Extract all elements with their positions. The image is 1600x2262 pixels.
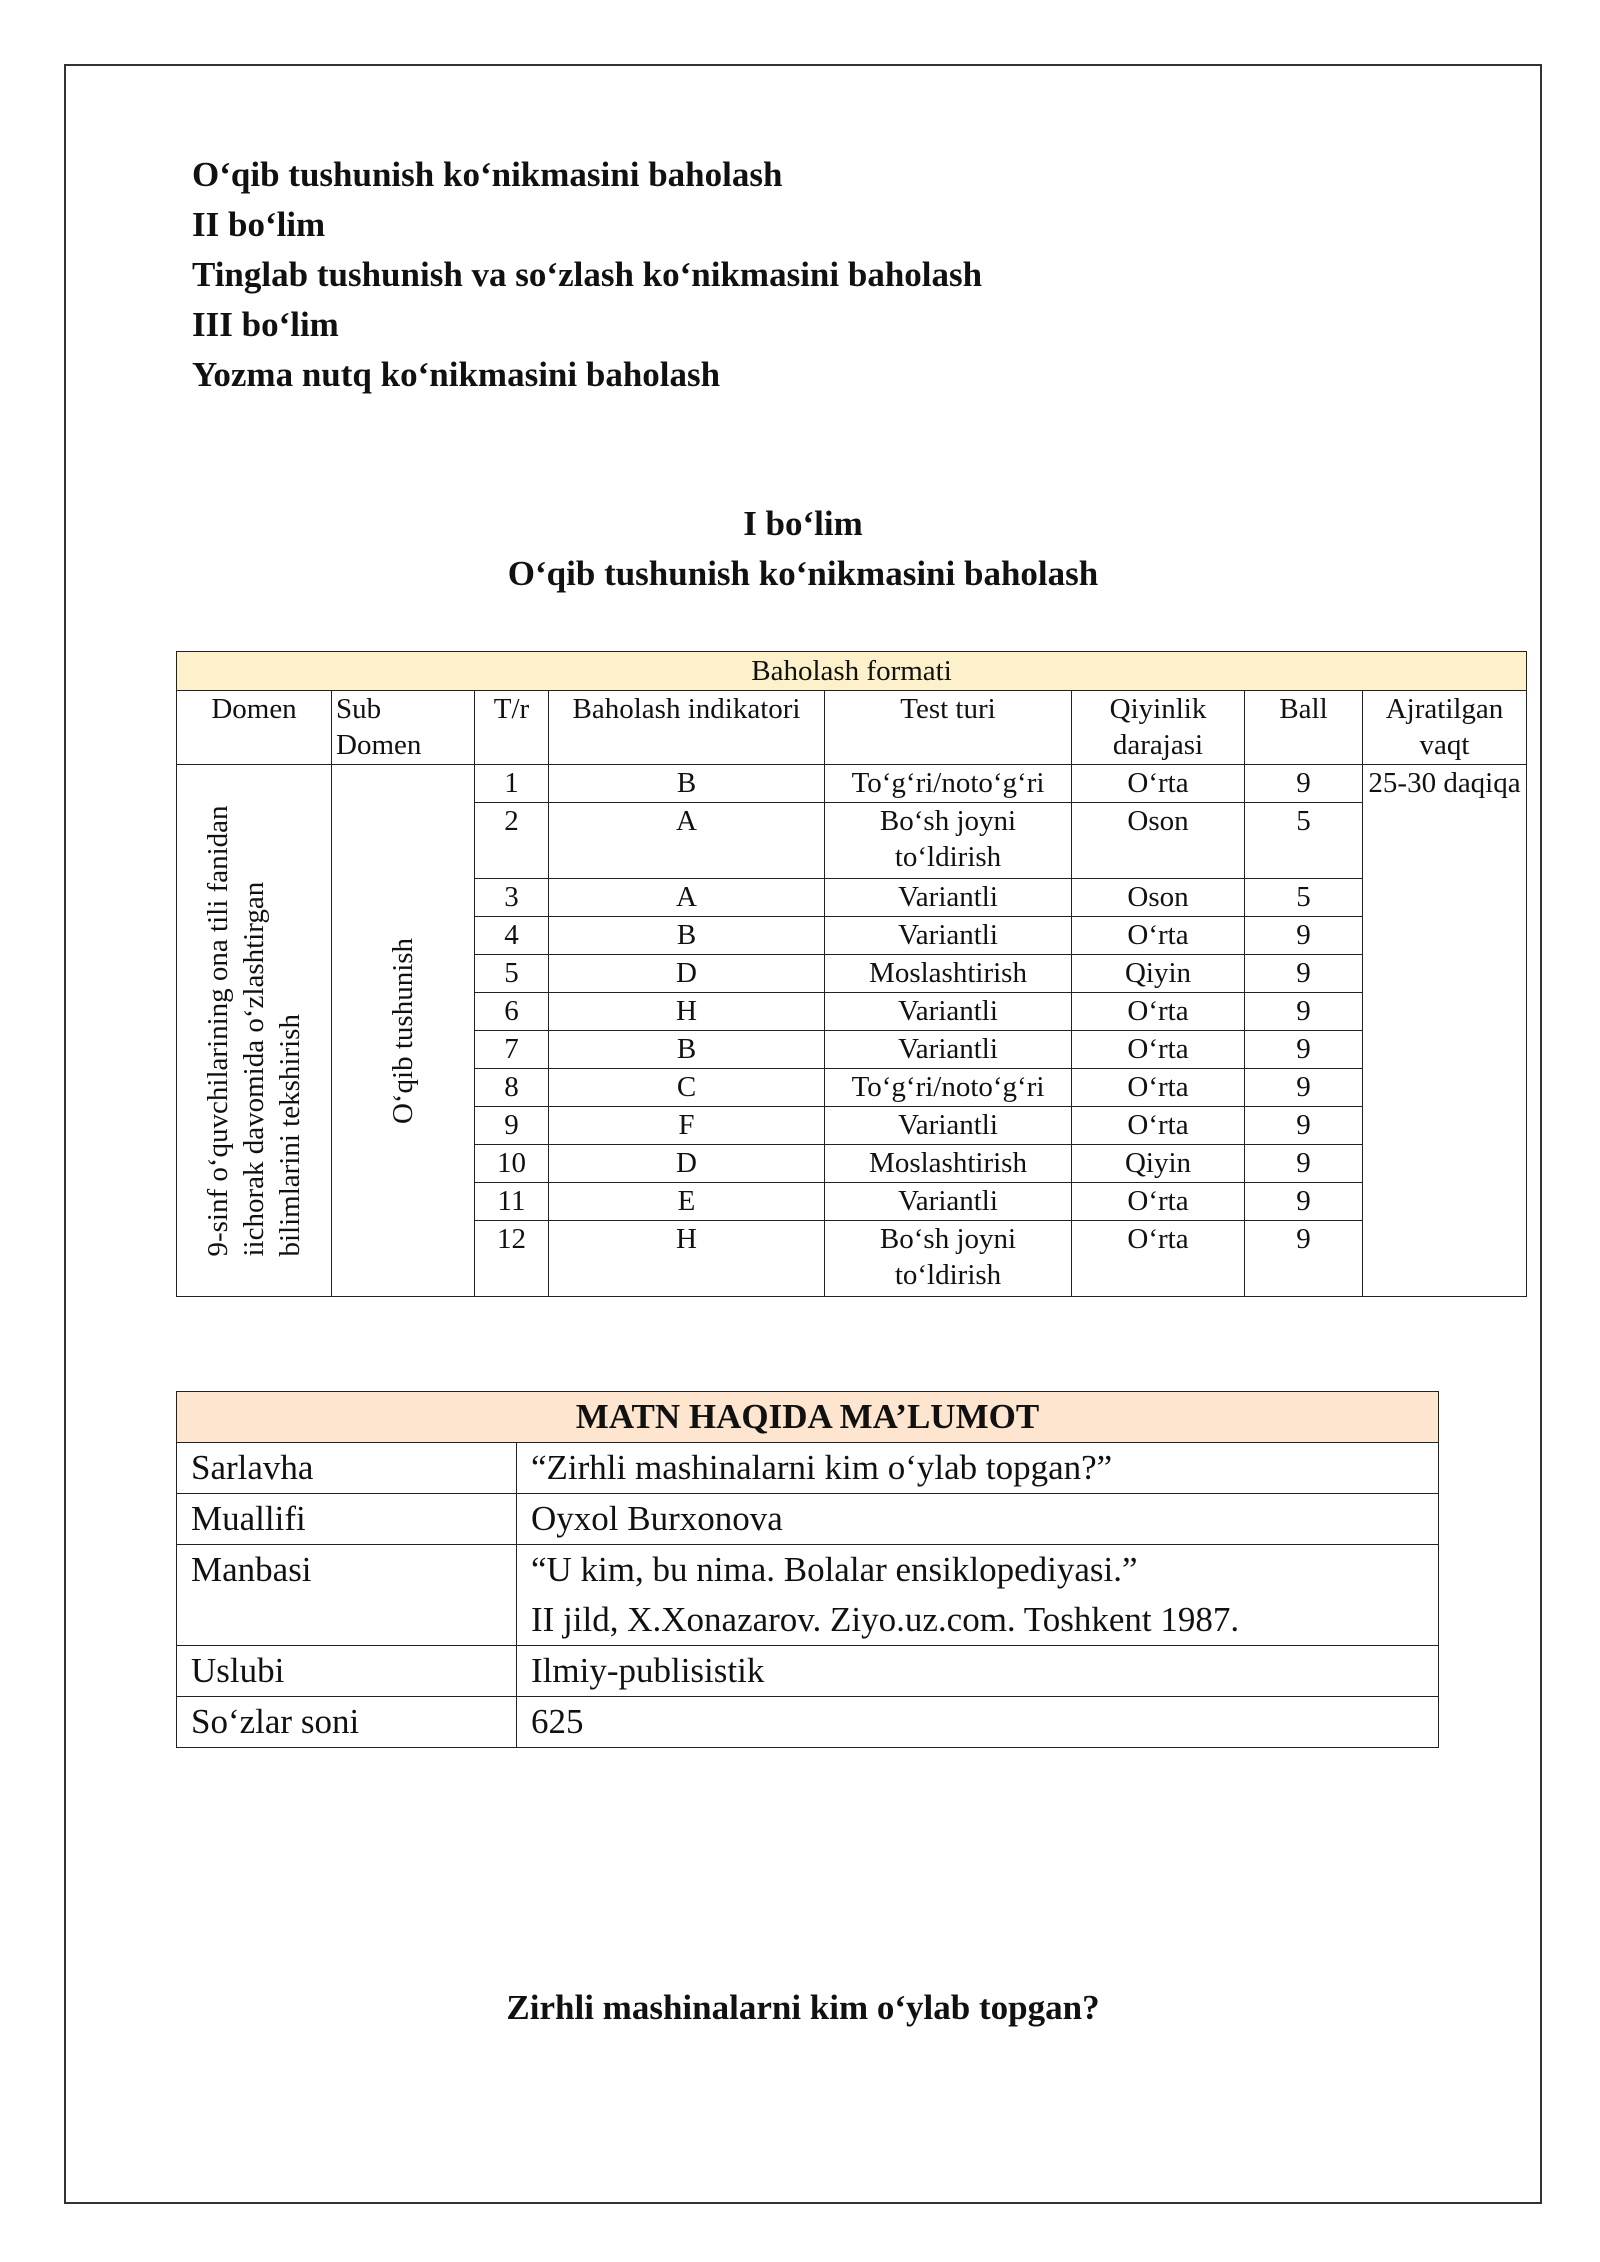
section-title: O‘qib tushunish ko‘nikmasini baholash [507, 554, 1099, 593]
row-test-type: Variantli [825, 917, 1072, 955]
info-value-cell [517, 1545, 1439, 1646]
row-score: 9 [1245, 955, 1363, 993]
row-indicator: F [549, 1107, 825, 1145]
info-label: Uslubi [177, 1646, 517, 1697]
text-info-title: MATN HAQIDA MA’LUMOT [177, 1392, 1439, 1443]
row-number: 5 [475, 955, 549, 993]
info-value: II jild, X.Xonazarov. Ziyo.uz.com. Toshkent 1987. [531, 1600, 1240, 1639]
row-difficulty: Oson [1072, 803, 1245, 879]
row-difficulty: O‘rta [1072, 1069, 1245, 1107]
row-score: 9 [1245, 917, 1363, 955]
row-difficulty: O‘rta [1072, 765, 1245, 803]
row-test-type: Variantli [825, 879, 1072, 917]
row-test-type: Variantli [825, 1031, 1072, 1069]
row-test-type: Variantli [825, 1183, 1072, 1221]
row-indicator: E [549, 1183, 825, 1221]
row-number: 8 [475, 1069, 549, 1107]
row-difficulty: Qiyin [1072, 1145, 1245, 1183]
row-score: 9 [1245, 1069, 1363, 1107]
row-number: 10 [475, 1145, 549, 1183]
row-number: 12 [475, 1221, 549, 1297]
row-indicator: C [549, 1069, 825, 1107]
row-score: 9 [1245, 1183, 1363, 1221]
row-number: 7 [475, 1031, 549, 1069]
contents-line: Tinglab tushunish va so‘zlash ko‘nikmasini baholash [192, 255, 983, 294]
info-value: Ilmiy-publisistik [517, 1646, 1439, 1697]
row-indicator: B [549, 765, 825, 803]
row-score: 5 [1245, 879, 1363, 917]
row-indicator: D [549, 955, 825, 993]
row-number: 2 [475, 803, 549, 879]
header-subdomain: Sub Domen [332, 691, 475, 765]
contents-list [192, 150, 1392, 400]
contents-line: Yozma nutq ko‘nikmasini baholash [192, 355, 721, 394]
row-number: 6 [475, 993, 549, 1031]
assessment-table [176, 651, 1527, 1297]
row-number: 1 [475, 765, 549, 803]
row-indicator: H [549, 1221, 825, 1297]
row-score: 9 [1245, 993, 1363, 1031]
row-indicator: B [549, 1031, 825, 1069]
row-number: 11 [475, 1183, 549, 1221]
info-label: Sarlavha [177, 1443, 517, 1494]
row-difficulty: Oson [1072, 879, 1245, 917]
row-difficulty: O‘rta [1072, 1107, 1245, 1145]
header-domain: Domen [177, 691, 332, 765]
header-difficulty: Qiyinlik darajasi [1072, 691, 1245, 765]
story-title: Zirhli mashinalarni kim o‘ylab topgan? [506, 1988, 1100, 2027]
row-test-type: Variantli [825, 993, 1072, 1031]
row-number: 9 [475, 1107, 549, 1145]
row-indicator: A [549, 803, 825, 879]
row-indicator: D [549, 1145, 825, 1183]
contents-line: O‘qib tushunish ko‘nikmasini baholash [192, 155, 783, 194]
row-indicator: A [549, 879, 825, 917]
row-number: 3 [475, 879, 549, 917]
row-score: 9 [1245, 765, 1363, 803]
contents-line: II bo‘lim [192, 205, 326, 244]
row-test-type: Variantli [825, 1107, 1072, 1145]
header-number: T/r [475, 691, 549, 765]
info-label: So‘zlar soni [177, 1697, 517, 1748]
header-indicator: Baholash indikatori [549, 691, 825, 765]
header-test-type: Test turi [825, 691, 1072, 765]
row-test-type: Moslashtirish [825, 955, 1072, 993]
row-score: 9 [1245, 1221, 1363, 1297]
time-cell: 25-30 daqiqa [1363, 765, 1527, 1297]
row-difficulty: O‘rta [1072, 993, 1245, 1031]
row-test-type: Bo‘sh joyni to‘ldirish [825, 1221, 1072, 1297]
info-value: Oyxol Burxonova [517, 1494, 1439, 1545]
row-number: 4 [475, 917, 549, 955]
info-value: “U kim, bu nima. Bolalar ensiklopediyasi.” [531, 1550, 1138, 1589]
row-test-type: Bo‘sh joyni to‘ldirish [825, 803, 1072, 879]
format-caption: Baholash formati [177, 652, 1527, 691]
domain-line: 9-sinf o‘quvchilarining ona tili fanidan [202, 804, 234, 1257]
row-score: 9 [1245, 1107, 1363, 1145]
row-difficulty: O‘rta [1072, 1183, 1245, 1221]
row-test-type: Moslashtirish [825, 1145, 1072, 1183]
row-test-type: To‘g‘ri/noto‘g‘ri [825, 765, 1072, 803]
header-time: Ajratilgan vaqt [1363, 691, 1527, 765]
subdomain-cell [332, 765, 475, 1297]
row-difficulty: O‘rta [1072, 917, 1245, 955]
domain-line: bilimlarini tekshirish [274, 1013, 306, 1257]
domain-line: iichorak davomida o‘zlashtirgan [238, 881, 270, 1257]
info-value: “Zirhli mashinalarni kim o‘ylab topgan?” [517, 1443, 1439, 1494]
info-value: 625 [517, 1697, 1439, 1748]
row-indicator: B [549, 917, 825, 955]
row-difficulty: O‘rta [1072, 1221, 1245, 1297]
row-indicator: H [549, 993, 825, 1031]
contents-line: III bo‘lim [192, 305, 339, 344]
info-label: Manbasi [177, 1545, 517, 1646]
info-label: Muallifi [177, 1494, 517, 1545]
subdomain-text: O‘qib tushunish [387, 937, 419, 1124]
row-score: 9 [1245, 1031, 1363, 1069]
row-score: 5 [1245, 803, 1363, 879]
section-number: I bo‘lim [743, 504, 863, 543]
row-difficulty: Qiyin [1072, 955, 1245, 993]
row-difficulty: O‘rta [1072, 1031, 1245, 1069]
header-score: Ball [1245, 691, 1363, 765]
text-info-table [176, 1391, 1439, 1748]
row-test-type: To‘g‘ri/noto‘g‘ri [825, 1069, 1072, 1107]
domain-cell [177, 765, 332, 1297]
row-score: 9 [1245, 1145, 1363, 1183]
domain-text [200, 805, 308, 1256]
